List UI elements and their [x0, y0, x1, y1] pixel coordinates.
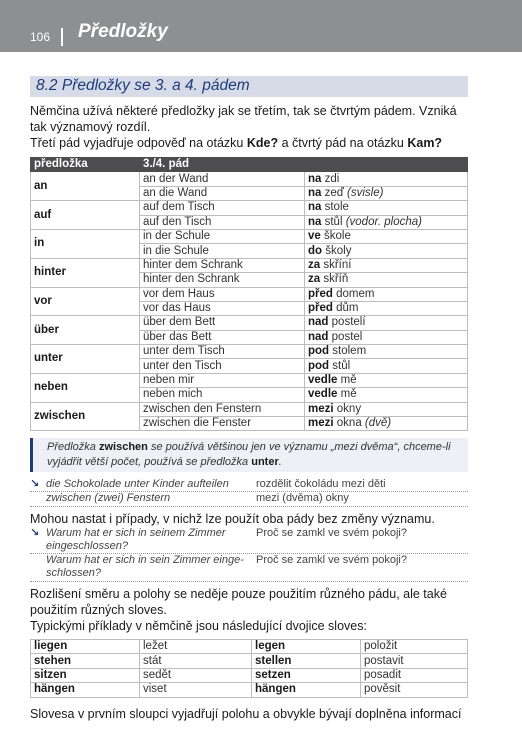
intro-paragraph-2: [30, 135, 470, 151]
prepositions-table: [30, 157, 468, 431]
accusative-example-cell: neben mich: [140, 388, 305, 402]
translation-text: zeď: [321, 186, 344, 199]
accusative-example-cell: hinter den Schrank: [140, 273, 305, 287]
intro-paragraph-1: Němčina užívá některé předložky jak se třetím, tak se čtvrtým pádem. Vzniká tak významový rozdíl.: [30, 104, 457, 134]
translation-text: mě: [337, 374, 357, 387]
accusative-translation-cell: [305, 186, 468, 200]
example-german: Warum hat er sich in seinem Zimmer eingeschlossen?: [46, 527, 226, 552]
translation-preposition: mezi: [308, 402, 334, 415]
preposition-cell: in: [31, 229, 140, 258]
example-czech: rozdělit čokoládu mezi děti: [256, 478, 386, 490]
preposition-cell: vor: [31, 287, 140, 316]
dative-translation-cell: [305, 287, 468, 301]
translation-text: postelí: [328, 316, 366, 329]
note-keyword: zwischen: [98, 441, 148, 453]
translation-preposition: za: [308, 258, 321, 271]
dative-translation-cell: [305, 229, 468, 243]
position-verb: sitzen: [31, 668, 140, 682]
preposition-cell: unter: [31, 345, 140, 374]
table-row: [31, 287, 468, 301]
header-cell-preposition: předložka: [31, 158, 140, 172]
note-text: Předložka: [47, 441, 99, 453]
translation-text: stolem: [329, 345, 367, 358]
accusative-example-cell: vor das Haus: [140, 301, 305, 315]
table-row: [31, 683, 468, 697]
position-translation: stát: [140, 654, 252, 668]
translation-text: škole: [320, 230, 351, 243]
translation-text: mě: [337, 388, 357, 401]
translation-preposition: mezi: [308, 417, 334, 430]
translation-text: stůl: [321, 215, 343, 228]
translation-preposition: do: [308, 244, 323, 257]
translation-text: stůl: [329, 359, 351, 372]
dative-translation-cell: [305, 373, 468, 387]
preposition-cell: auf: [31, 201, 140, 230]
page-number: 106: [30, 30, 51, 44]
translation-note: (svisle): [343, 186, 384, 199]
accusative-translation-cell: [305, 301, 468, 315]
accusative-translation-cell: [305, 417, 468, 431]
example-row: [30, 527, 468, 555]
translation-text: domem: [332, 287, 375, 300]
verb-pairs-table: [30, 639, 468, 698]
table-row: [31, 316, 468, 330]
header-cell-translation: [305, 158, 468, 172]
paragraph-6: Slovesa v prvním sloupci vyjadřují polohu a obvykle bývají doplněna informací: [30, 707, 462, 721]
table-row: [31, 172, 468, 186]
dative-example-cell: zwischen den Fenstern: [140, 402, 305, 416]
arrow-down-right-icon: ↘: [30, 527, 40, 539]
translation-text: skříní: [320, 258, 352, 271]
translation-preposition: na: [308, 215, 322, 228]
position-translation: viset: [140, 683, 252, 697]
table-body: [31, 172, 468, 431]
table-header-row: [31, 158, 468, 172]
paragraph-5: Typickými příklady v němčině jsou následující dvojice sloves:: [30, 619, 367, 633]
position-translation: sedět: [140, 668, 252, 682]
preposition-cell: über: [31, 316, 140, 345]
preposition-cell: hinter: [31, 258, 140, 287]
note-box: [30, 438, 468, 472]
dative-translation-cell: [305, 345, 468, 359]
position-verb: liegen: [31, 640, 140, 654]
translation-preposition: za: [308, 273, 321, 286]
note-keyword: unter: [251, 456, 279, 468]
accusative-translation-cell: [305, 330, 468, 344]
accusative-example-cell: unter den Tisch: [140, 359, 305, 373]
example-row: [30, 478, 468, 492]
example-row: [30, 554, 468, 582]
translation-text: skříň: [320, 273, 349, 286]
dative-example-cell: hinter dem Schrank: [140, 258, 305, 272]
table-row: [31, 654, 468, 668]
example-czech: Proč se zamkl ve svém pokoji?: [256, 554, 407, 566]
accusative-translation-cell: [305, 244, 468, 258]
question-kam: Kam?: [407, 136, 443, 150]
translation-text: okna: [333, 417, 362, 430]
table-row: [31, 201, 468, 215]
accusative-example-cell: in die Schule: [140, 244, 305, 258]
table-row: [31, 402, 468, 416]
accusative-translation-cell: [305, 388, 468, 402]
table-row: [31, 345, 468, 359]
table-row: [31, 229, 468, 243]
translation-text: okny: [333, 402, 362, 415]
dative-translation-cell: [305, 316, 468, 330]
translation-preposition: pod: [308, 345, 330, 358]
accusative-translation-cell: [305, 273, 468, 287]
chapter-title: Předložky: [78, 21, 168, 42]
accusative-example-cell: über das Bett: [140, 330, 305, 344]
direction-translation: pověsit: [361, 683, 468, 697]
preposition-cell: neben: [31, 373, 140, 402]
dative-example-cell: in der Schule: [140, 229, 305, 243]
example-german: die Schokolade unter Kinder aufteilen: [46, 478, 229, 490]
translation-note: (vodor. plocha): [342, 215, 422, 228]
translation-preposition: na: [308, 186, 322, 199]
translation-preposition: ve: [308, 230, 321, 243]
dative-translation-cell: [305, 201, 468, 215]
direction-translation: posadit: [361, 668, 468, 682]
example-german: Warum hat er sich in sein Zimmer einge-schlossen?: [46, 554, 244, 579]
table-row: [31, 668, 468, 682]
direction-verb: hängen: [252, 683, 361, 697]
accusative-translation-cell: [305, 215, 468, 229]
translation-preposition: nad: [308, 316, 329, 329]
direction-verb: stellen: [252, 654, 361, 668]
page-header: [0, 0, 522, 52]
note-text: .: [278, 456, 282, 468]
preposition-cell: zwischen: [31, 402, 140, 431]
dative-example-cell: unter dem Tisch: [140, 345, 305, 359]
preposition-cell: an: [31, 172, 140, 201]
header-divider: [61, 28, 63, 46]
translation-preposition: na: [308, 201, 322, 214]
accusative-translation-cell: [305, 359, 468, 373]
paragraph-3: Mohou nastat i případy, v nichž lze použít oba pády bez změny významu.: [30, 512, 435, 526]
translation-preposition: vedle: [308, 388, 338, 401]
intro-text: a čtvrtý pád na otázku: [278, 136, 408, 150]
dative-example-cell: an der Wand: [140, 172, 305, 186]
translation-preposition: na: [308, 172, 322, 185]
translation-text: zdi: [321, 172, 340, 185]
accusative-example-cell: an die Wand: [140, 186, 305, 200]
table-row: [31, 640, 468, 654]
dative-example-cell: vor dem Haus: [140, 287, 305, 301]
position-translation: ležet: [140, 640, 252, 654]
translation-text: stole: [321, 201, 349, 214]
translation-preposition: vedle: [308, 374, 338, 387]
divider: [30, 506, 468, 507]
direction-translation: postavit: [361, 654, 468, 668]
paragraph-4: Rozlišení směru a polohy se neděje pouze použitím různého pádu, ale také použitím různých sloves.: [30, 587, 447, 617]
divider: [30, 581, 468, 582]
translation-preposition: před: [308, 302, 333, 315]
translation-text: postel: [328, 330, 363, 343]
accusative-example-cell: zwischen die Fenster: [140, 417, 305, 431]
example-german: zwischen (zwei) Fenstern: [46, 492, 171, 504]
direction-translation: položit: [361, 640, 468, 654]
translation-note: (dvě): [361, 417, 392, 430]
direction-verb: setzen: [252, 668, 361, 682]
dative-translation-cell: [305, 402, 468, 416]
arrow-down-right-icon: ↘: [30, 478, 40, 490]
translation-preposition: před: [308, 287, 333, 300]
dative-example-cell: über dem Bett: [140, 316, 305, 330]
accusative-example-cell: auf den Tisch: [140, 215, 305, 229]
verb-table-body: [31, 640, 468, 698]
translation-preposition: nad: [308, 330, 329, 343]
intro-text: Třetí pád vyjadřuje odpověď na otázku: [30, 136, 247, 150]
dative-example-cell: auf dem Tisch: [140, 201, 305, 215]
example-czech: Proč se zamkl ve svém pokoji?: [256, 527, 407, 539]
question-kde: Kde?: [246, 136, 279, 150]
position-verb: hängen: [31, 683, 140, 697]
dative-translation-cell: [305, 172, 468, 186]
translation-text: dům: [332, 302, 359, 315]
header-cell-case: 3./4. pád: [140, 158, 305, 172]
section-title: 8.2 Předložky se 3. a 4. pádem: [30, 76, 468, 97]
dative-translation-cell: [305, 258, 468, 272]
example-czech: mezi (dvěma) okny: [256, 492, 349, 504]
translation-preposition: pod: [308, 359, 330, 372]
example-row: [30, 492, 468, 506]
table-row: [31, 373, 468, 387]
translation-text: školy: [322, 244, 352, 257]
note-text: se používá většinou jen ve významu „mezi dvěma“, chceme-li vyjádřit větší počet, používá se předložka: [47, 441, 451, 468]
direction-verb: legen: [252, 640, 361, 654]
table-row: [31, 258, 468, 272]
dative-example-cell: neben mir: [140, 373, 305, 387]
position-verb: stehen: [31, 654, 140, 668]
